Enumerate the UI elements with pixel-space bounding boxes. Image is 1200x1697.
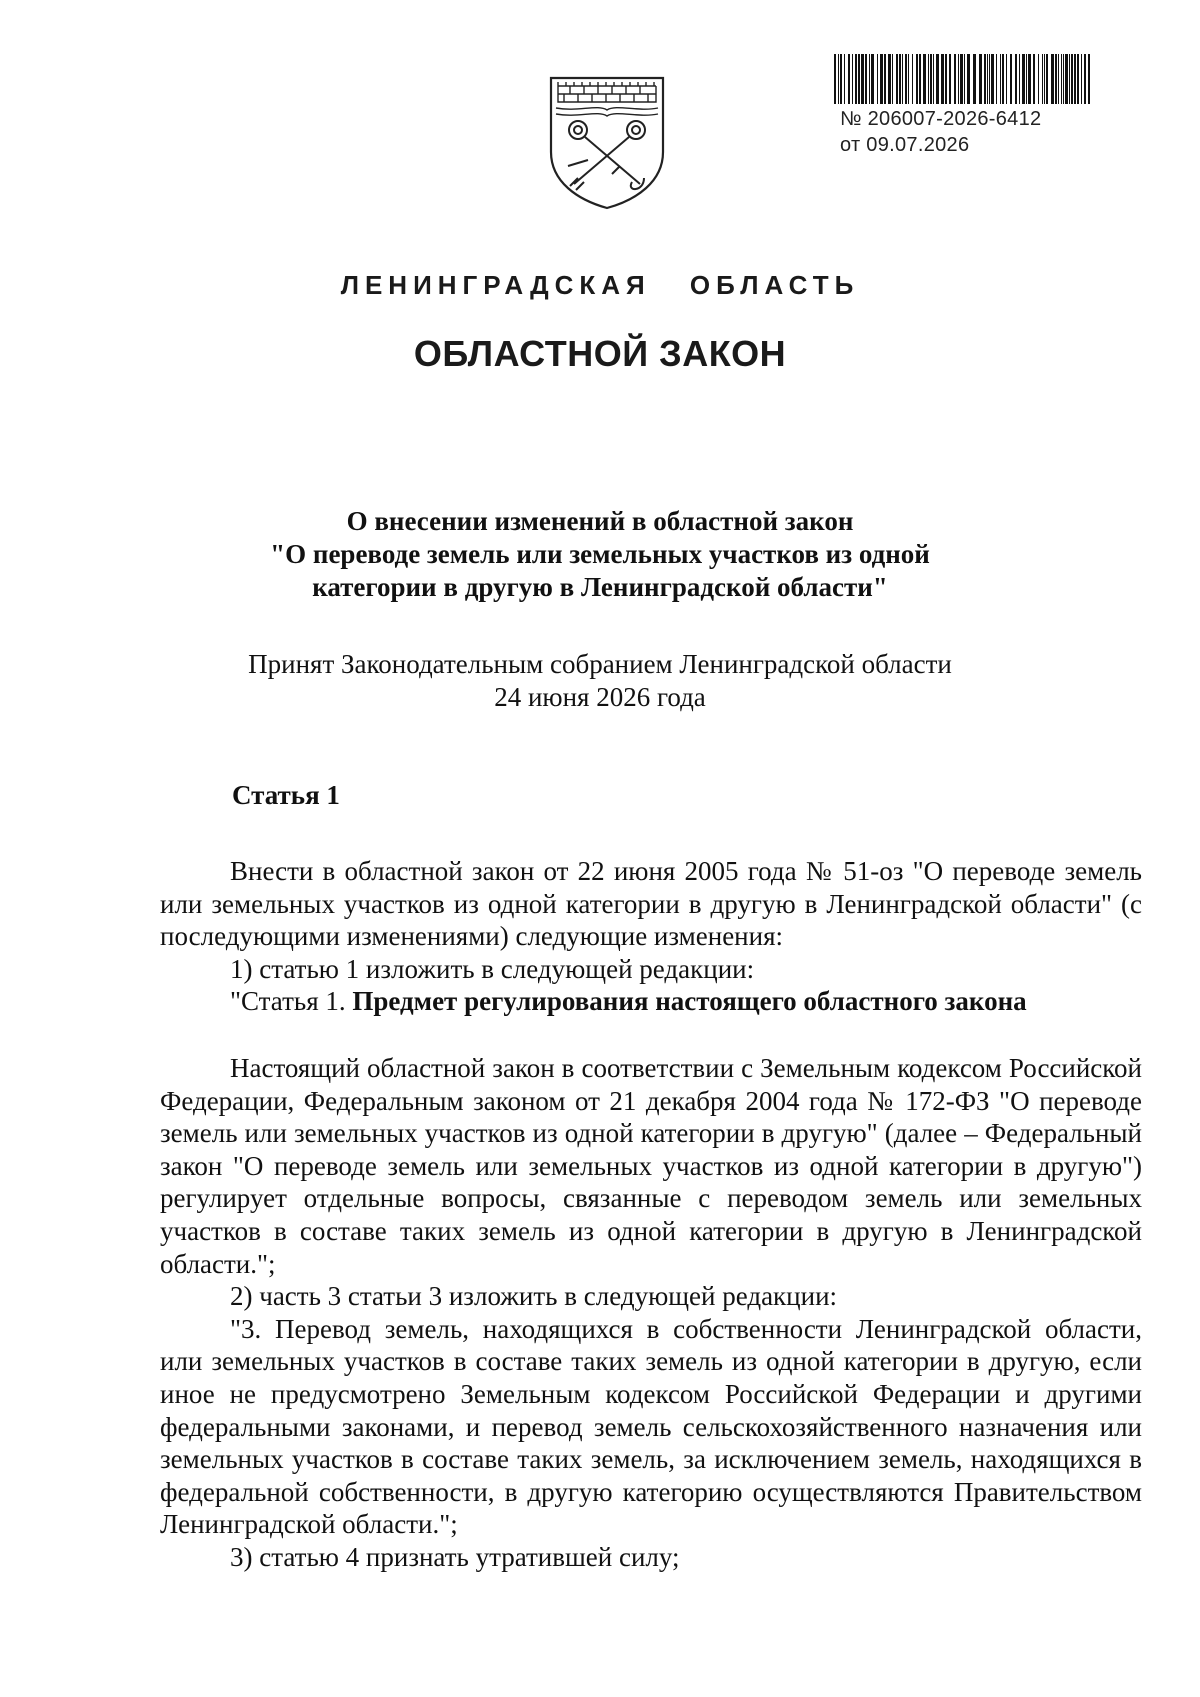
law-title-line: О внесении изменений в областной закон	[346, 506, 854, 536]
registration-number: № 206007-2026-6412	[840, 108, 1042, 130]
paragraph-intro: Внести в областной закон от 22 июня 2005 года № 51-оз "О переводе земель или земельных участков из одной категории в другую в Ленинградской области" (с последующими изменениями) следующие изменения:	[160, 856, 1142, 952]
article-heading: Статья 1	[232, 780, 340, 810]
law-title	[160, 505, 1040, 604]
law-title-line: категории в другую в Ленинградской области"	[312, 572, 888, 602]
paragraph-item-3: 3) статью 4 признать утратившей силу;	[230, 1541, 680, 1572]
paragraph-article-text: Настоящий областной закон в соответствии с Земельным кодексом Российской Федерации, Федеральным законом от 21 декабря 2004 года № 172-ФЗ "О переводе земель или земельных участков из одной категории в другую" (далее – Федеральный закон "О переводе земель или земельных участков из одной категории в другую") регулирует отдельные вопросы, связанные с переводом земель или земельных участков в составе таких земель из одной категории в другую в Ленинградской области.";	[160, 1052, 1142, 1279]
paragraph-article-title	[160, 985, 1142, 1018]
article-title-prefix: "Статья 1.	[230, 986, 353, 1017]
coat-of-arms-emblem	[548, 74, 666, 210]
region-heading: ЛЕНИНГРАДСКАЯ ОБЛАСТЬ	[340, 270, 860, 300]
paragraph-item-1: 1) статью 1 изложить в следующей редакции:	[230, 953, 755, 984]
article-title-bold: Предмет регулирования настоящего областного закона	[352, 986, 1027, 1017]
adoption-line: Принят Законодательным собранием Ленинградской области	[248, 649, 952, 679]
adoption-note	[160, 648, 1040, 714]
barcode-graphic	[834, 54, 1092, 104]
law-type-heading: ОБЛАСТНОЙ ЗАКОН	[413, 333, 787, 374]
adoption-date: 24 июня 2026 года	[494, 682, 706, 712]
paragraph-part-3: "3. Перевод земель, находящихся в собственности Ленинградской области, или земельных участков в составе таких земель из одной категории в другую, если иное не предусмотрено Земельным кодексом Российской Федерации и другими федеральными законами, и перевод земель сельскохозяйственного назначения или земельных участков в составе таких земель, за исключением земель, находящихся в федеральной собственности, в другую категорию осуществляются Правительством Ленинградской области.";	[160, 1313, 1142, 1540]
registration-info	[840, 106, 1041, 158]
article-body	[160, 855, 1142, 1573]
law-title-line: "О переводе земель или земельных участков из одной	[270, 539, 930, 569]
registration-date: от 09.07.2026	[840, 134, 970, 156]
paragraph-item-2: 2) часть 3 статьи 3 изложить в следующей редакции:	[230, 1281, 838, 1312]
